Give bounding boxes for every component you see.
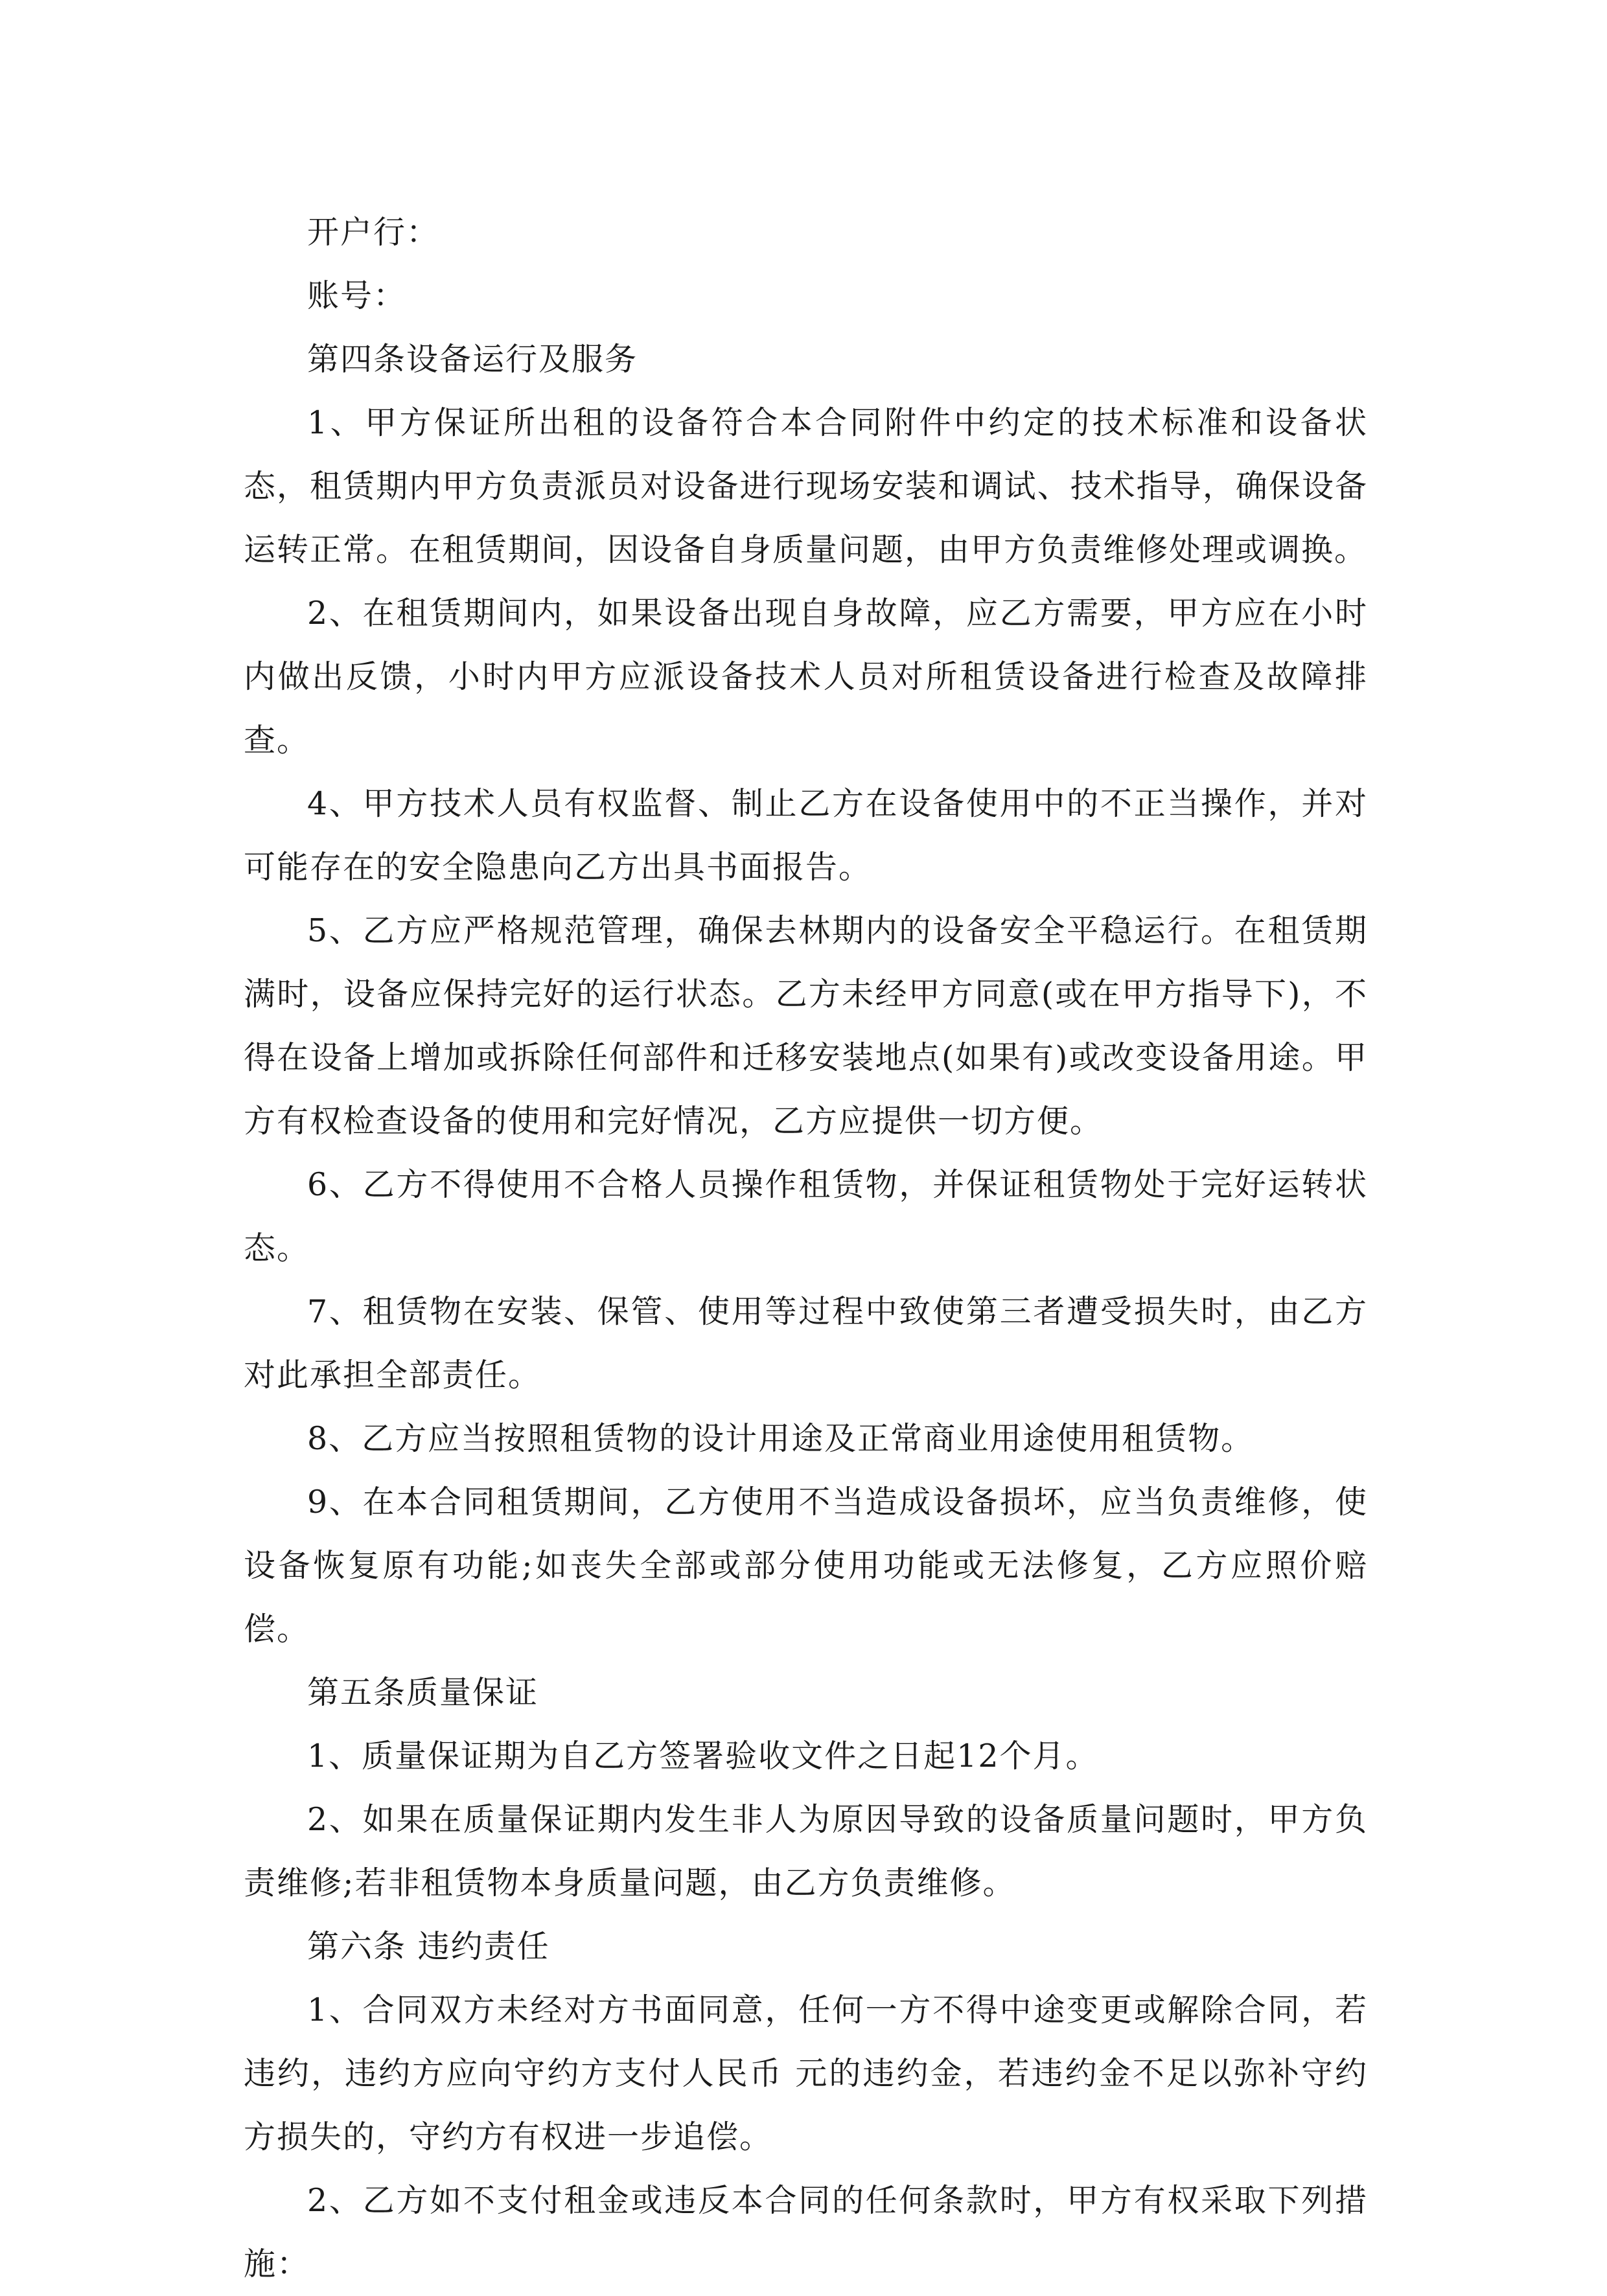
clause-5-2: 2、如果在质量保证期内发生非人为原因导致的设备质量问题时，甲方负责维修;若非租赁物本身质量问题，由乙方负责维修。 (244, 1801, 1368, 1901)
clause-4-7: 7、租赁物在安装、保管、使用等过程中致使第三者遭受损失时，由乙方对此承担全部责任。 (244, 1293, 1368, 1394)
clause-4-1: 1、甲方保证所出租的设备符合本合同附件中约定的技术标准和设备状态，租赁期内甲方负责派员对设备进行现场安装和调试、技术指导，确保设备运转正常。在租赁期间，因设备自身质量问题，由甲方负责维修处理或调换。 (244, 404, 1368, 568)
clause-4-8: 8、乙方应当按照租赁物的设计用途及正常商业用途使用租赁物。 (307, 1420, 1254, 1457)
account-field: 账号： (307, 277, 407, 314)
bank-field: 开户行： (307, 214, 440, 251)
clause-4-5: 5、乙方应严格规范管理，确保去林期内的设备安全平稳运行。在租赁期满时，设备应保持完好的运行状态。乙方未经甲方同意(或在甲方指导下)，不得在设备上增加或拆除任何部件和迁移安装地点(如果有)或改变设备用途。甲方有权检查设备的使用和完好情况，乙方应提供一切方便。 (244, 912, 1368, 1140)
section-heading-4: 第四条设备运行及服务 (307, 341, 638, 378)
section-heading-5: 第五条质量保证 (307, 1674, 539, 1711)
clause-4-2: 2、在租赁期间内，如果设备出现自身故障，应乙方需要，甲方应在小时内做出反馈，小时内甲方应派设备技术人员对所租赁设备进行检查及故障排查。 (244, 595, 1368, 759)
clause-6-1: 1、合同双方未经对方书面同意，任何一方不得中途变更或解除合同，若违约，违约方应向守约方支付人民币 元的违约金，若违约金不足以弥补守约方损失的，守约方有权进一步追偿。 (244, 1992, 1368, 2155)
clause-4-9: 9、在本合同租赁期间，乙方使用不当造成设备损坏，应当负责维修，使设备恢复原有功能;如丧失全部或部分使用功能或无法修复，乙方应照价赔偿。 (244, 1484, 1368, 1647)
section-heading-6: 第六条 违约责任 (307, 1928, 550, 1965)
clause-6-2: 2、乙方如不支付租金或违反本合同的任何条款时，甲方有权采取下列措施： (244, 2182, 1368, 2282)
clause-4-4: 4、甲方技术人员有权监督、制止乙方在设备使用中的不正当操作，并对可能存在的安全隐患向乙方出具书面报告。 (244, 785, 1368, 886)
clause-5-1: 1、质量保证期为自乙方签署验收文件之日起12个月。 (307, 1738, 1099, 1774)
document-body (244, 201, 1368, 2296)
clause-4-6: 6、乙方不得使用不合格人员操作租赁物，并保证租赁物处于完好运转状态。 (244, 1166, 1368, 1267)
